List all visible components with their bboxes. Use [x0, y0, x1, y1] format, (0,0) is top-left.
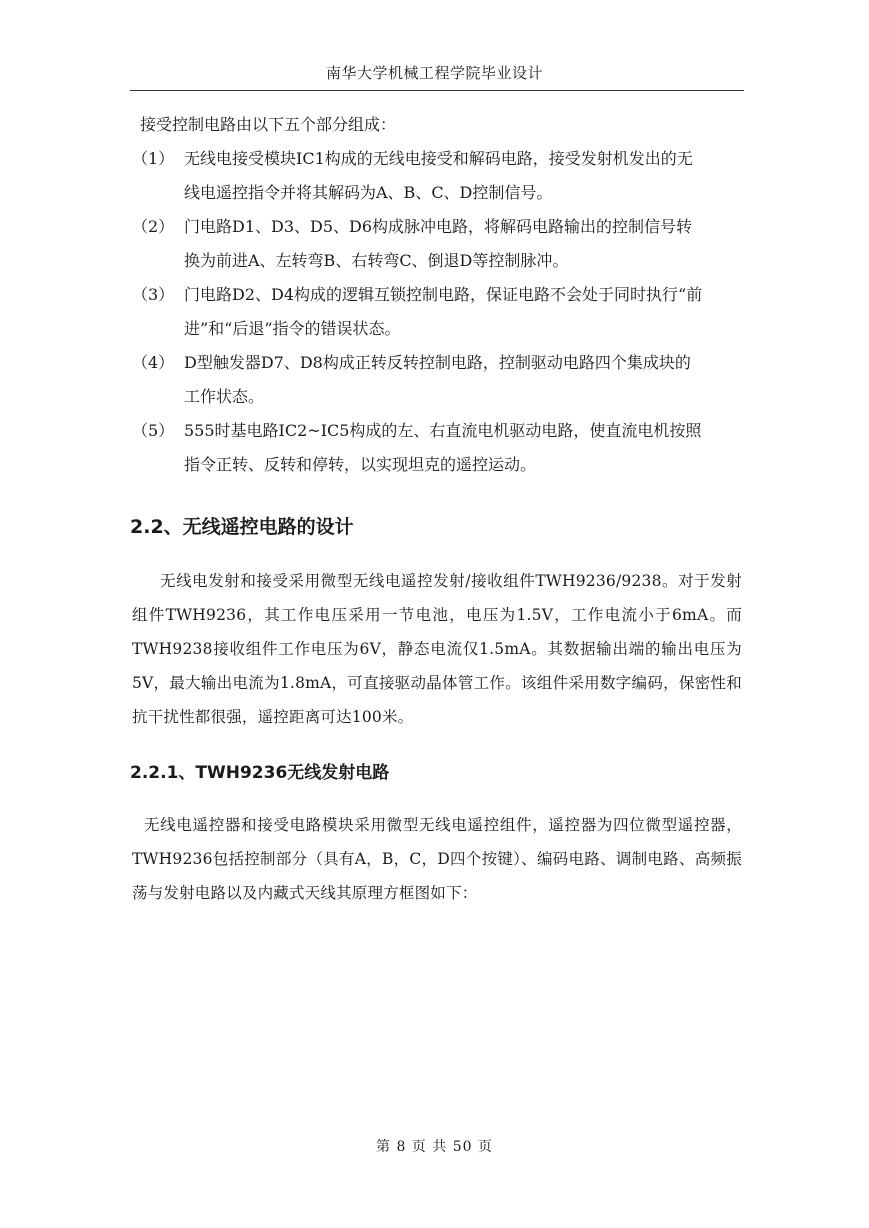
list-item-number: （3）: [132, 285, 175, 304]
list-item-line: 无线电接受模块IC1构成的无线电接受和解码电路，接受发射机发出的无: [184, 149, 693, 168]
list-item-text: [184, 346, 742, 414]
component-list: [132, 142, 742, 482]
list-item-text: [184, 142, 742, 210]
intro-text: 接受控制电路由以下五个部分组成：: [140, 115, 397, 134]
list-item-line: 门电路D1、D3、D5、D6构成脉冲电路，将解码电路输出的控制信号转: [184, 217, 693, 236]
list-item: [132, 346, 742, 414]
section-heading-2-2-1: 2.2.1、TWH9236无线发射电路: [130, 763, 390, 783]
list-item-line: 工作状态。: [184, 387, 265, 406]
list-item-line: 进”和“后退”指令的错误状态。: [184, 319, 401, 338]
list-item: [132, 210, 742, 278]
list-item-line: 555时基电路IC2~IC5构成的左、右直流电机驱动电路，使直流电机按照: [184, 421, 702, 440]
list-item-number: （4）: [132, 353, 175, 372]
list-item-line: D型触发器D7、D8构成正转反转控制电路，控制驱动电路四个集成块的: [184, 353, 691, 372]
list-item-line: 换为前进A、左转弯B、右转弯C、倒退D等控制脉冲。: [184, 251, 569, 270]
page-footer: 第 8 页 共 50 页: [376, 1139, 493, 1155]
section-paragraph-2-2-1: 无线电遥控器和接受电路模块采用微型无线电遥控组件，遥控器为四位微型遥控器，TWH9236包括控制部分（具有A，B，C，D四个按键）、编码电路、调制电路、高频振荡与发射电路以及内藏式天线其原理方框图如下：: [132, 816, 742, 902]
list-item-text: [184, 210, 742, 278]
list-item-number: （2）: [132, 217, 175, 236]
list-item-line: 指令正转、反转和停转，以实现坦克的遥控运动。: [184, 455, 537, 474]
list-item-text: [184, 414, 742, 482]
list-item-number: （1）: [132, 149, 175, 168]
list-item-text: [184, 278, 742, 346]
list-item: [132, 414, 742, 482]
list-item: [132, 278, 742, 346]
section-heading-2-2: 2.2、无线遥控电路的设计: [130, 516, 354, 538]
page-content: [132, 108, 742, 910]
list-item-line: 门电路D2、D4构成的逻辑互锁控制电路，保证电路不会处于同时执行“前: [184, 285, 703, 304]
header-rule: [130, 90, 744, 91]
list-item-line: 线电遥控指令并将其解码为A、B、C、D控制信号。: [184, 183, 553, 202]
list-item: [132, 142, 742, 210]
section-paragraph-2-2: 无线电发射和接受采用微型无线电遥控发射/接收组件TWH9236/9238。对于发射组件TWH9236，其工作电压采用一节电池，电压为1.5V，工作电流小于6mA。而TWH9238接收组件工作电压为6V，静态电流仅1.5mA。其数据输出端的输出电压为5V，最大输出电流为1.8mA，可直接驱动晶体管工作。该组件采用数字编码，保密性和抗干扰性都很强，遥控距离可达100米。: [132, 572, 742, 726]
list-item-number: （5）: [132, 421, 175, 440]
page-header: 南华大学机械工程学院毕业设计: [325, 64, 543, 82]
